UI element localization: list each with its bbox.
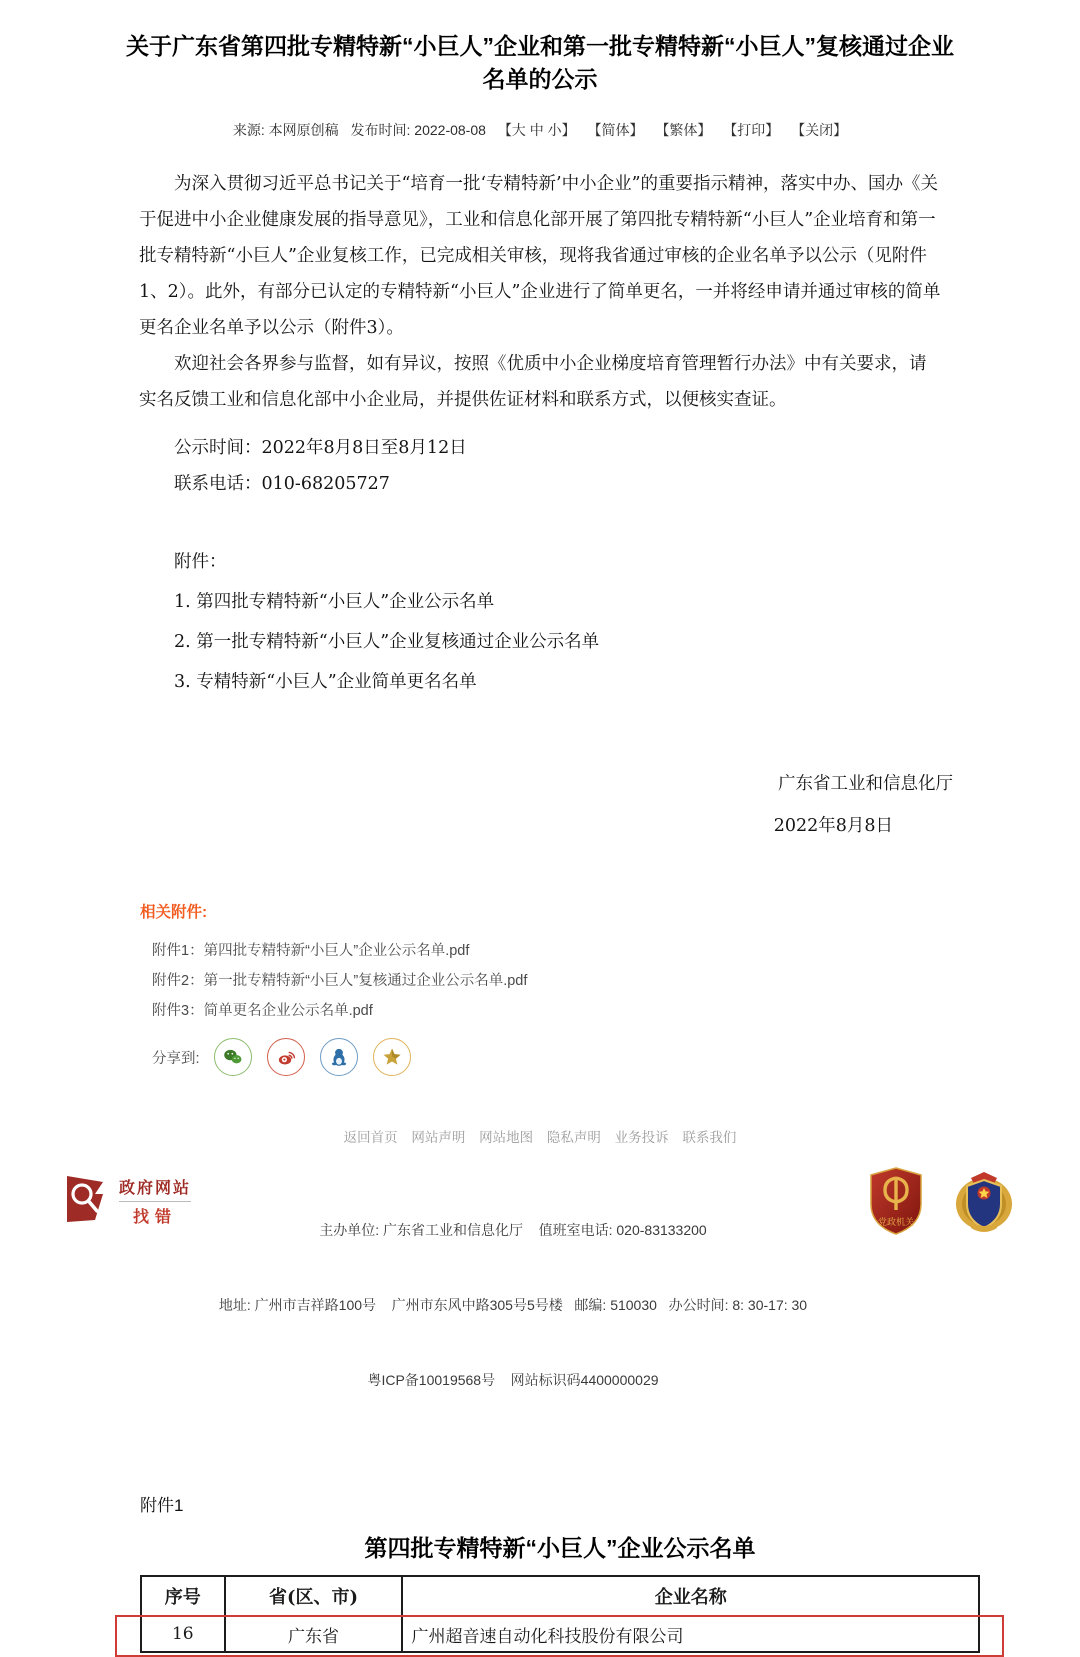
- attachment-list-item: 2. 第一批专精特新“小巨人”企业复核通过企业公示名单: [174, 632, 600, 652]
- nav-home-link[interactable]: 返回首页: [343, 1130, 398, 1145]
- table-row: [141, 1616, 979, 1652]
- svg-text:党政机关: 党政机关: [877, 1217, 915, 1227]
- traditional-chinese-button[interactable]: 【繁体】: [655, 122, 712, 138]
- attachment-pdf-link-1[interactable]: 附件1：第四批专精特新“小巨人”企业公示名单.pdf: [152, 943, 470, 959]
- cell-enterprise-name: 广州超音速自动化科技股份有限公司: [402, 1616, 979, 1652]
- footer-icp-line: 粤ICP备10019568号 网站标识码4400000029: [367, 1372, 659, 1388]
- nav-complaint-link[interactable]: 业务投诉: [614, 1130, 669, 1145]
- header-serial-number: 序号: [141, 1576, 225, 1616]
- issuing-authority: 广东省工业和信息化厅: [778, 774, 953, 794]
- error-logo-text-top: 政府网站: [118, 1179, 191, 1197]
- police-emblem-badge[interactable]: [953, 1166, 1015, 1241]
- weibo-share-icon[interactable]: [267, 1038, 305, 1076]
- footer-nav: [0, 1126, 1080, 1146]
- nav-sitemap-link[interactable]: 网站地图: [479, 1130, 534, 1145]
- site-footer: [0, 1166, 1080, 1443]
- qq-share-icon[interactable]: [320, 1038, 358, 1076]
- error-logo-text-bottom: 找错: [119, 1201, 191, 1227]
- page-title: 关于广东省第四批专精特新“小巨人”企业和第一批专精特新“小巨人”复核通过企业名单的公示: [126, 33, 954, 92]
- attachment-heading: 附件：: [174, 552, 227, 572]
- nav-site-statement-link[interactable]: 网站声明: [411, 1130, 466, 1145]
- qzone-share-icon[interactable]: [373, 1038, 411, 1076]
- article-paragraph: 为深入贯彻习近平总书记关于“培育一批‘专精特新’中小企业”的重要指示精神，落实中办、国办《关于促进中小企业健康发展的指导意见》，工业和信息化部开展了第四批专精特新“小巨人”企业培育和第一批专精特新“小巨人”企业复核工作，已完成相关审核，现将我省通过审核的企业名单予以公示（见附件1、2）。此外，有部分已认定的专精特新“小巨人”企业进行了简单更名，一并将经申请并通过审核的简单更名企业名单予以公示（附件3）。: [139, 174, 941, 338]
- nav-contact-link[interactable]: 联系我们: [682, 1130, 737, 1145]
- footer-organizer-line: 主办单位: 广东省工业和信息化厅 值班室电话: 020-83133200: [319, 1222, 707, 1238]
- cell-serial-number: 16: [141, 1616, 225, 1652]
- header-province: 省(区、市): [225, 1576, 403, 1616]
- related-attachments-heading: 相关附件:: [140, 904, 208, 921]
- enterprise-table: [140, 1575, 980, 1653]
- article-body: [139, 166, 953, 844]
- footer-address-line: 地址: 广州市吉祥路100号 广州市东风中路305号5号楼 邮编: 510030 办公时间: 8: 30-17: 30: [218, 1297, 808, 1313]
- issue-date: 2022年8月8日: [773, 816, 893, 836]
- article-meta: [0, 120, 1080, 140]
- appendix-table-title: 第四批专精特新“小巨人”企业公示名单: [364, 1535, 756, 1561]
- attachment-pdf-link-3[interactable]: 附件3：简单更名企业公示名单.pdf: [152, 1003, 373, 1019]
- table-header-row: [141, 1576, 979, 1616]
- print-button[interactable]: 【打印】: [723, 122, 780, 138]
- wechat-share-icon[interactable]: [214, 1038, 252, 1076]
- close-button[interactable]: 【关闭】: [791, 122, 848, 138]
- meta-source: 来源: 本网原创稿: [232, 122, 339, 138]
- cell-province: 广东省: [225, 1616, 403, 1652]
- announcement-page: [0, 30, 1080, 1653]
- related-attachments-section: [140, 900, 1080, 1076]
- magnifier-flag-icon: [65, 1170, 111, 1231]
- font-size-control[interactable]: 【大 中 小】: [497, 122, 576, 138]
- share-label: 分享到:: [152, 1050, 200, 1067]
- party-government-badge[interactable]: [867, 1166, 925, 1241]
- appendix-label: 附件1: [140, 1496, 184, 1515]
- gov-site-error-report-logo[interactable]: [65, 1170, 191, 1231]
- attachment-list-item: 3. 专精特新“小巨人”企业简单更名名单: [174, 672, 477, 692]
- nav-privacy-link[interactable]: 隐私声明: [546, 1130, 601, 1145]
- footer-info: [213, 1168, 813, 1443]
- contact-phone: 联系电话：010-68205727: [174, 474, 390, 494]
- share-bar: [152, 1038, 1080, 1076]
- appendix-1-section: [140, 1491, 980, 1653]
- attachment-list-item: 1. 第四批专精特新“小巨人”企业公示名单: [174, 592, 495, 612]
- public-notice-period: 公示时间：2022年8月8日至8月12日: [174, 438, 467, 458]
- meta-publish-date: 发布时间: 2022-08-08: [350, 122, 486, 138]
- attachment-pdf-link-2[interactable]: 附件2：第一批专精特新“小巨人”复核通过企业公示名单.pdf: [152, 973, 528, 989]
- article-paragraph: 欢迎社会各界参与监督，如有异议，按照《优质中小企业梯度培育管理暂行办法》中有关要求，请实名反馈工业和信息化部中小企业局，并提供佐证材料和联系方式，以便核实查证。: [139, 354, 927, 410]
- header-enterprise-name: 企业名称: [402, 1576, 979, 1616]
- simplified-chinese-button[interactable]: 【简体】: [587, 122, 644, 138]
